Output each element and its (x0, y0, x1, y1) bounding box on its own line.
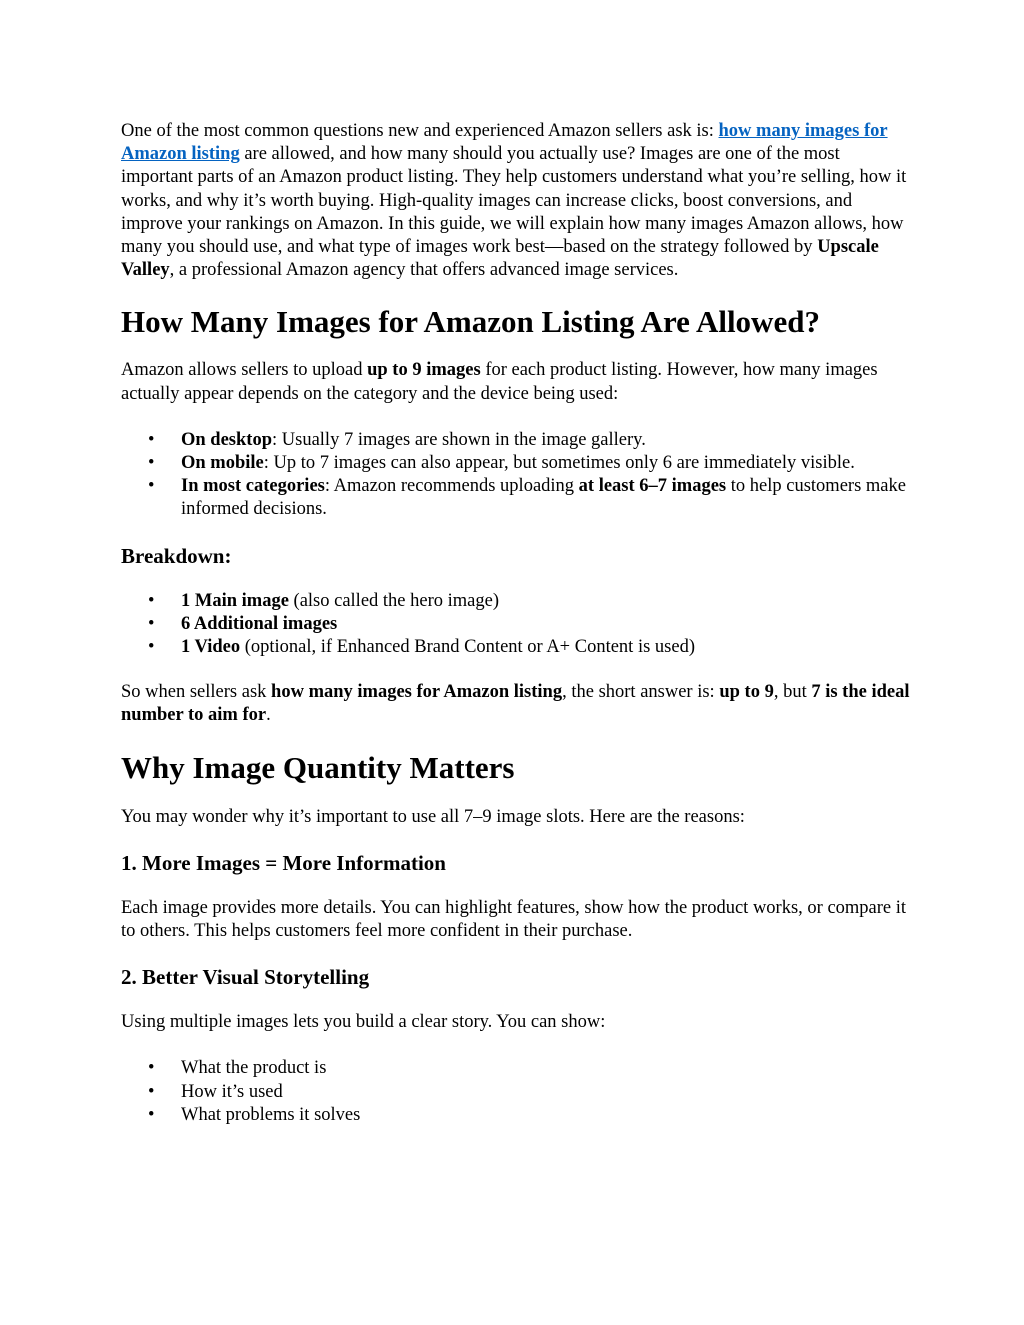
heading-visual-storytelling: 2. Better Visual Storytelling (121, 965, 370, 990)
heading-breakdown: Breakdown: (121, 543, 232, 568)
list-item-video (121, 636, 911, 659)
brand-name: Upscale Valley (121, 237, 879, 281)
list-item-text: (also called the hero image) (288, 590, 499, 611)
list-item-bold: at least 6–7 images (578, 476, 727, 497)
list-item-mobile (121, 452, 911, 475)
heading-more-information: 1. More Images = More Information (121, 850, 446, 875)
list-item: • What the product is (121, 1057, 911, 1080)
intro-paragraph (121, 120, 911, 282)
summary-text: , the short answer is: (562, 682, 720, 703)
intro-text-middle: are allowed, and how many should you actually use? Images are one of the most important parts of an Amazon product listing. They help customers understand what you’re selling, how it works, and why it’s worth buying. High-quality images can increase clicks, boost conversions, and improve your rankings on Amazon. In this guide, we will explain how many images Amazon allows, how many you should use, and what type of images work best—based on the strategy followed by (121, 144, 907, 258)
list-item-text: : Usually 7 images are shown in the image gallery. (272, 429, 646, 450)
list-item-bold: 1 Main image (181, 590, 289, 611)
summary-bold: how many images for Amazon listing (271, 682, 563, 703)
more-information-paragraph: Each image provides more details. You can highlight features, show how the product works, or compare it to others. This helps customers feel more confident in their purchase. (121, 897, 907, 942)
allowed-text-start: Amazon allows sellers to upload (121, 360, 368, 381)
intro-text-start: One of the most common questions new and experienced Amazon sellers ask is: (121, 121, 719, 141)
summary-bold: up to 9 (719, 682, 774, 703)
list-item-additional-images (121, 613, 911, 636)
document-page (121, 120, 911, 1127)
list-item-text: to help customers make informed decisions. (181, 476, 906, 520)
list-item-desktop (121, 429, 911, 452)
list-item-categories (121, 475, 911, 521)
device-list (121, 429, 911, 522)
allowed-text-end: for each product listing. However, how many images actually appear depends on the category and the device being used: (121, 360, 878, 404)
how-many-images-link[interactable]: how many images for Amazon listing (121, 121, 888, 165)
list-item-bold: 6 Additional images (181, 613, 338, 634)
list-item-bold: On desktop (181, 429, 272, 450)
allowed-bold: up to 9 images (367, 360, 481, 381)
list-item-text: : Amazon recommends uploading (324, 476, 579, 497)
storytelling-paragraph: Using multiple images lets you build a clear story. You can show: (121, 1012, 606, 1033)
why-paragraph: You may wonder why it’s important to use all 7–9 image slots. Here are the reasons: (121, 806, 745, 827)
storytelling-list (121, 1057, 911, 1127)
list-item: • How it’s used (121, 1081, 911, 1104)
list-item: • What problems it solves (121, 1104, 911, 1127)
heading-why-quantity: Why Image Quantity Matters (121, 749, 515, 785)
list-item-text: : Up to 7 images can also appear, but sometimes only 6 are immediately visible. (263, 453, 855, 474)
intro-text-end: , a professional Amazon agency that offers advanced image services. (169, 260, 679, 281)
list-item-text: (optional, if Enhanced Brand Content or A+ Content is used) (240, 637, 695, 658)
list-item-bold: 1 Video (181, 637, 241, 658)
list-item-bold: On mobile (181, 453, 264, 474)
summary-text: , but (773, 682, 812, 703)
heading-images-allowed: How Many Images for Amazon Listing Are Allowed? (121, 304, 820, 340)
list-item-bold: In most categories (181, 476, 325, 497)
summary-text: So when sellers ask (121, 682, 272, 703)
breakdown-list (121, 590, 911, 660)
allowed-paragraph (121, 359, 911, 405)
summary-paragraph (121, 681, 911, 727)
summary-bold: 7 is the ideal number to aim for (121, 682, 910, 726)
list-item-main-image (121, 590, 911, 613)
summary-text: . (266, 705, 271, 726)
